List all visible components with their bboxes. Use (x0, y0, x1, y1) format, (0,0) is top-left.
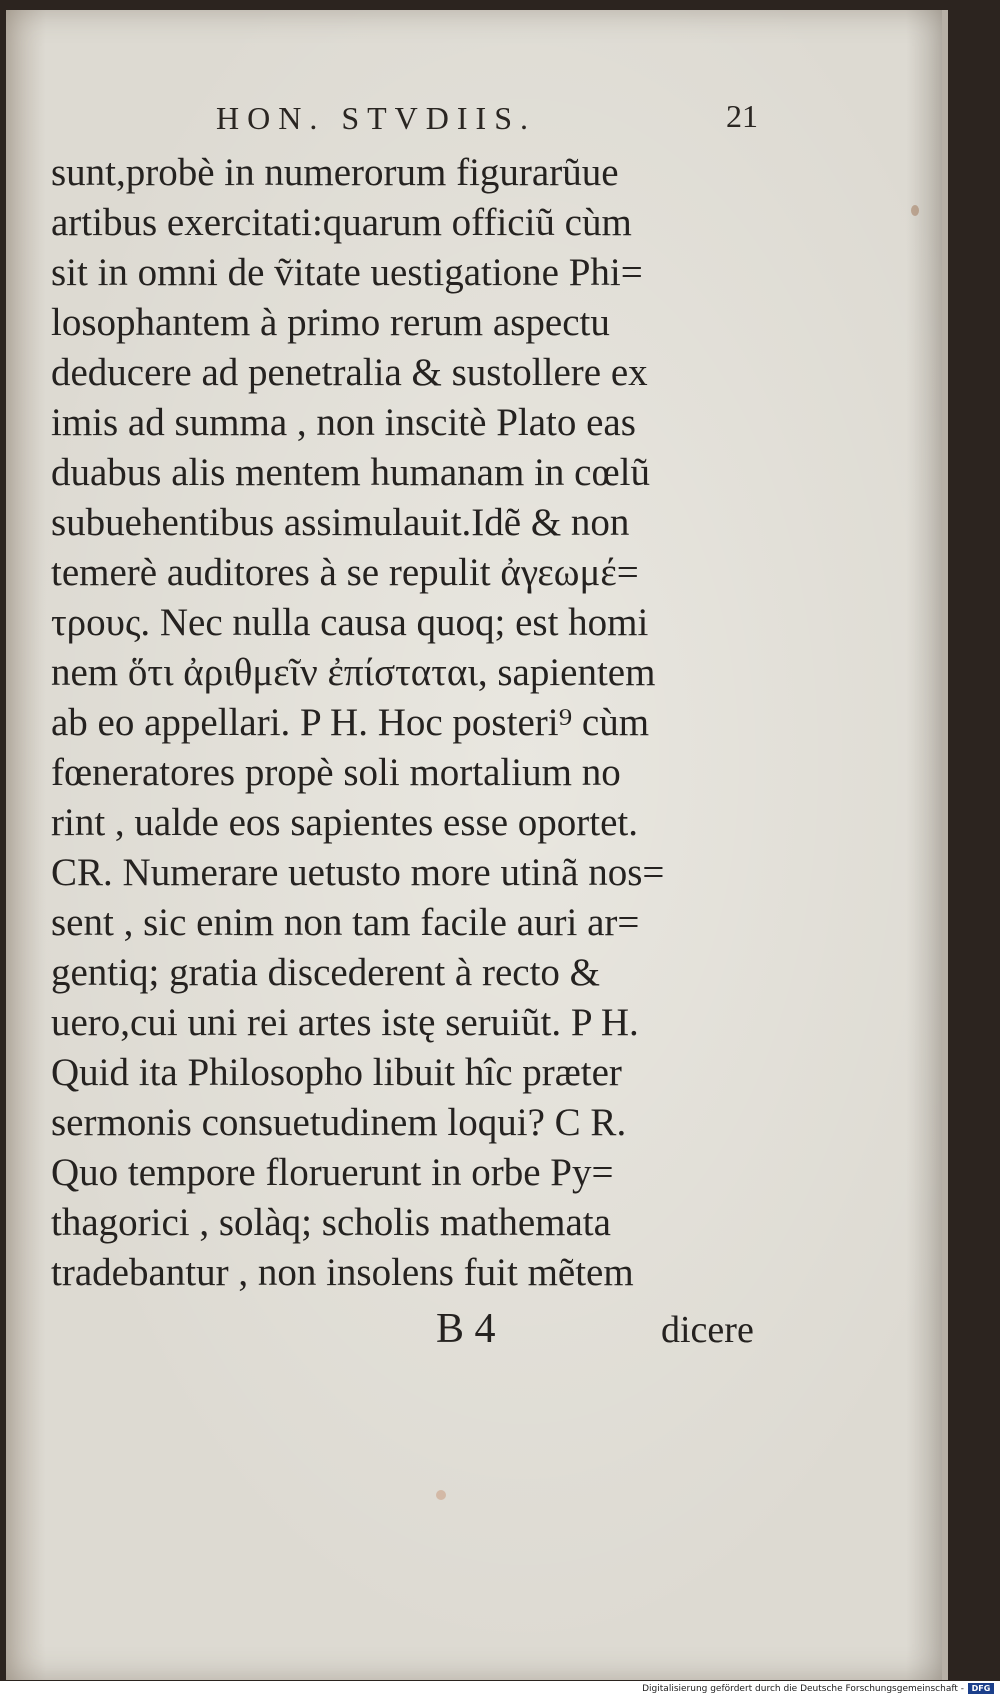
text-line: subuehentibus assimulauit.Idẽ & non (51, 501, 630, 544)
text-line: gentiq; gratia discederent à recto & (51, 951, 601, 994)
text-line: tradebantur , non insolens fuit mẽtem (51, 1251, 634, 1294)
signature-mark: B 4 (436, 1306, 496, 1352)
text-line: ab eo appellari. P H. Hoc posteri⁹ cùm (51, 701, 650, 744)
catchword: dicere (661, 1309, 754, 1351)
text-line: nem ὅτι ἀριθμεῖν ἐπίσταται, sapientem (51, 651, 656, 694)
body-text (51, 148, 786, 1298)
text-line: thagorici , solàq; scholis mathemata (51, 1201, 611, 1244)
text-line: rint , ualde eos sapientes esse oportet. (51, 801, 638, 844)
text-line: τρους. Nec nulla causa quoq; est homi (51, 601, 649, 644)
text-line: duabus alis mentem humanam in cœlũ (51, 451, 650, 494)
text-line: losophantem à primo rerum aspectu (51, 301, 610, 344)
text-line: deducere ad penetralia & sustollere ex (51, 351, 648, 394)
dfg-logo: DFG (968, 1683, 994, 1694)
text-line: uero,cui uni rei artes istę seruiũt. P H. (51, 1001, 639, 1044)
footer-bar (0, 1681, 1000, 1695)
foxing-spot (436, 1490, 446, 1500)
text-line: fœneratores propè soli mortalium no (51, 751, 621, 794)
page-edge (942, 10, 948, 1680)
text-line: sermonis consuetudinem loqui? C R. (51, 1101, 627, 1144)
running-head: HON. STVDIIS. (216, 100, 536, 136)
book-page (6, 10, 948, 1680)
text-line: Quid ita Philosopho libuit hîc præter (51, 1051, 622, 1094)
funding-credit: Digitalisierung gefördert durch die Deutsche Forschungsgemeinschaft - (642, 1684, 964, 1694)
text-line: imis ad summa , non inscitè Plato eas (51, 401, 636, 444)
foxing-spot (911, 205, 919, 216)
text-line: Quo tempore floruerunt in orbe Py= (51, 1151, 614, 1194)
text-line: sent , sic enim non tam facile auri ar= (51, 901, 640, 944)
text-line: sit in omni de ṽitate uestigatione Phi= (51, 251, 643, 294)
text-line: artibus exercitati:quarum officiũ cùm (51, 201, 632, 244)
text-line: CR. Numerare uetusto more utinã nos= (51, 851, 665, 894)
page-number: 21 (726, 98, 758, 134)
text-line: temerè auditores à se repulit ἀγεωμέ= (51, 551, 639, 594)
text-line: sunt,probè in numerorum figurarũue (51, 151, 619, 194)
